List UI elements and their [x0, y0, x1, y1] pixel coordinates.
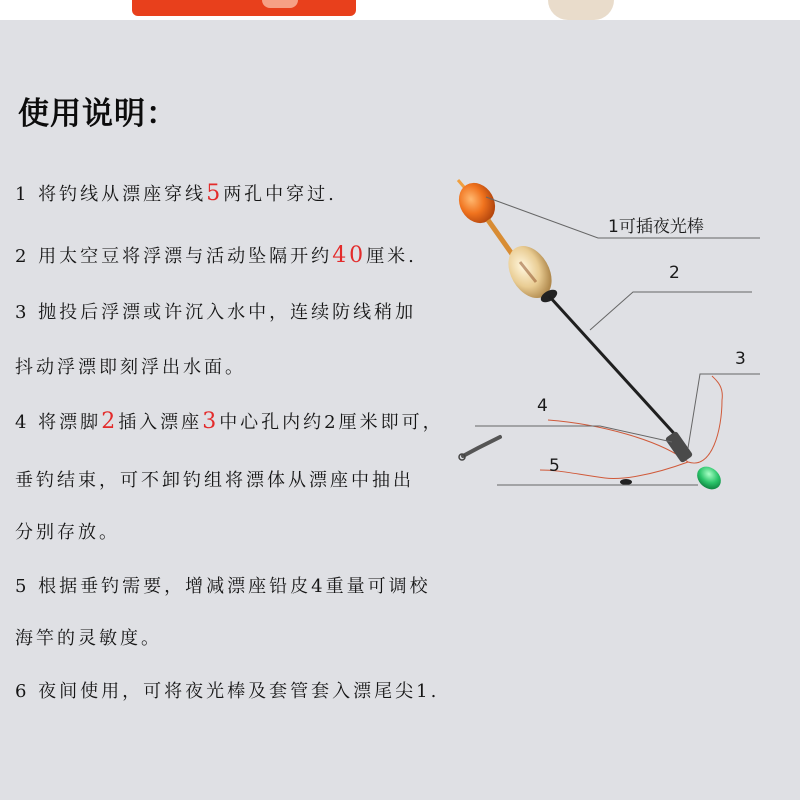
step-4-line-1: [15, 408, 444, 434]
stopper-bead: [620, 479, 632, 485]
step-1-text-end: 两孔中穿过.: [223, 184, 337, 205]
float-body: [500, 238, 561, 305]
step-4-text-mid: 插入漂座: [118, 412, 203, 433]
step-5-line-2: 海竿的灵敏度。: [15, 628, 162, 649]
step-6: 6 夜间使用，可将夜光棒及套管套入漂尾尖1.: [15, 681, 440, 702]
callout-1-line: [486, 197, 760, 238]
top-banner-strip: [0, 0, 800, 20]
swivel: [463, 437, 500, 456]
step-1-text: 1 将钓线从漂座穿线: [15, 184, 207, 205]
callout-5-label: 5: [549, 456, 560, 476]
callout-3-label: 3: [735, 349, 746, 369]
step-1: [15, 180, 337, 206]
float-stem-upper: [488, 220, 512, 254]
fishing-line: [540, 376, 722, 478]
step-4-number-2: 3: [202, 409, 220, 434]
step-3-line-2: 抖动浮漂即刻浮出水面。: [15, 357, 246, 378]
instructions-title: 使用说明：: [18, 96, 178, 132]
callout-4-line: [475, 426, 672, 442]
step-4-line-2: 垂钓结束，可不卸钓组将漂体从漂座中抽出: [15, 470, 414, 491]
callout-4-label: 4: [537, 396, 548, 416]
callout-2-label: 2: [669, 263, 680, 283]
step-5-line-1: 5 根据垂钓需要，增减漂座铅皮4重量可调校: [15, 576, 431, 597]
orange-bead: [452, 176, 502, 229]
top-red-tab-notch: [262, 0, 298, 8]
step-4-line-3: 分别存放。: [15, 522, 120, 543]
step-4-text: 4 将漂脚: [15, 412, 102, 433]
float-rod: [549, 296, 680, 440]
float-band: [539, 287, 560, 305]
step-2: [15, 242, 417, 268]
step-3-line-1: 3 抛投后浮漂或许沉入水中，连续防线稍加: [15, 302, 417, 323]
float-seat: [665, 431, 694, 464]
step-1-number: 5: [206, 181, 224, 206]
callout-2-line: [590, 292, 752, 330]
callout-1-label: 1可插夜光棒: [608, 217, 704, 237]
float-tip: [458, 180, 470, 194]
green-sleeve: [693, 462, 726, 494]
step-4-number-1: 2: [101, 409, 119, 434]
step-4-text-end: 中心孔内约2厘米即可，: [219, 412, 444, 433]
step-2-text: 2 用太空豆将浮漂与活动坠隔开约: [15, 246, 333, 267]
callout-3-line: [688, 374, 760, 448]
top-red-tab: [132, 0, 356, 16]
top-beige-tab: [548, 0, 614, 20]
step-2-number: 40: [332, 243, 367, 268]
step-2-text-end: 厘米.: [366, 246, 417, 267]
